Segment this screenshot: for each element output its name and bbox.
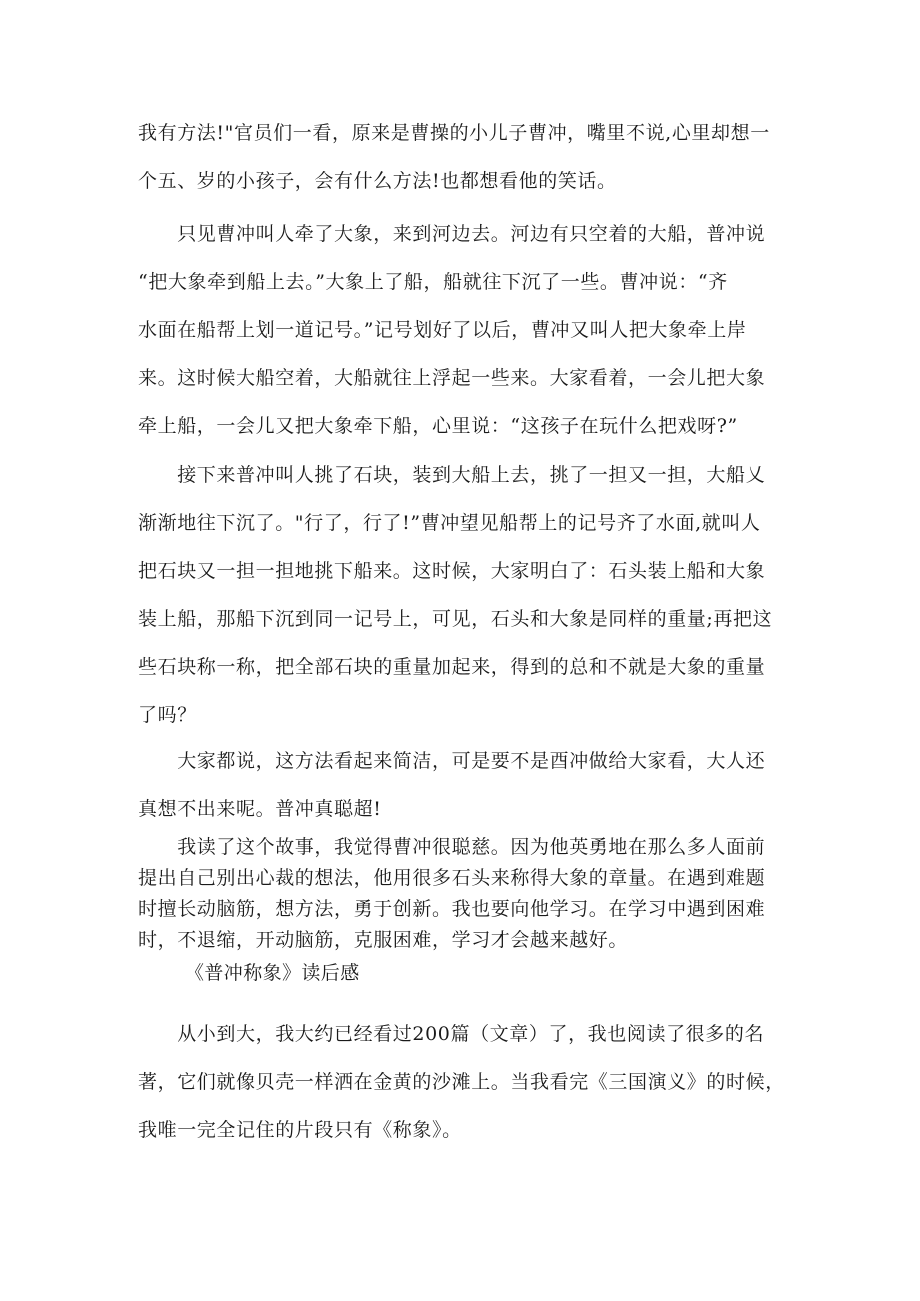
- text-line: 真想不出来呢。普冲真聪超!: [138, 798, 382, 820]
- paragraph-5: [138, 832, 788, 956]
- text-line: 提出自己别出心裁的想法，他用很多石头来称得大象的章量。在遇到难题: [138, 867, 766, 889]
- text-line: 时擅长动脑筋，想方法，勇于创新。我也要向他学习。在学习中遇到困难: [138, 898, 766, 920]
- text-line: 我有方法!"官员们一看，原来是曹操的小儿子曹冲，嘴里不说,心里却想一: [138, 122, 770, 144]
- paragraph-2: [138, 210, 788, 450]
- text-line: 牵上船，一会儿又把大象牵下船，心里说：“这孩子在玩什么把戏呀?”: [138, 415, 738, 437]
- text-line: 接下来普冲叫人挑了石块，装到大船上去，挑了一担又一担，大船乂: [138, 464, 766, 486]
- text-line: 著，它们就像贝壳一样洒在金黄的沙滩上。当我看完《三国演义》的时候，: [138, 1071, 785, 1093]
- text-line: 些石块称一称，把全部石块的重量加起来，得到的总和不就是大象的重量: [138, 656, 766, 678]
- paragraph-4: [138, 737, 788, 833]
- text-line: 个五、岁的小孩子，会有什么方法!也都想看他的笑话。: [138, 170, 617, 192]
- text-line: 来。这时候大船空着，大船就往上浮起一些来。大家看着，一会儿把大象: [138, 367, 766, 389]
- paragraph-1: [138, 109, 788, 205]
- text-line: 从小到大，我大约已经看过200篇（文章）了，我也阅读了很多的名: [138, 1023, 765, 1045]
- paragraph-3: [138, 451, 788, 739]
- paragraph-6: [138, 1010, 788, 1154]
- text-line: 时，不退缩，开动脑筋，克服困难，学习才会越来越好。: [138, 929, 629, 951]
- text-line: 大家都说，这方法看起来简洁，可是要不是酉冲做给大家看，大人还: [138, 750, 766, 772]
- text-line: 把石块又一担一担地挑下船来。这时候，大家明白了：石头装上船和大象: [138, 560, 766, 582]
- text-line: 装上船，那船下沉到同一记号上，可见，石头和大象是同样的重量;再把这: [138, 608, 773, 630]
- text-line: 渐渐地往下沉了。"行了，行了!”曹冲望见船帮上的记号齐了水面,就叫人: [138, 512, 761, 534]
- text-line: “把大象牵到船上去。”大象上了船，船就往下沉了一些。曹冲说：“齐: [138, 271, 728, 293]
- text-line: 只见曹冲叫人牵了大象，来到河边去。河边有只空着的大船，普冲说: [138, 223, 766, 245]
- text-line: 我唯一完全记住的片段只有《称象》。: [138, 1119, 462, 1141]
- text-line: 了吗？: [138, 704, 197, 726]
- essay-title: 《普冲称象》读后感: [185, 962, 360, 984]
- text-line: 水面在船帮上划一道记号。”记号划好了以后，曹冲又叫人把大象牵上岸: [138, 319, 747, 341]
- text-line: 我读了这个故事，我觉得曹冲很聪慈。因为他英勇地在那么多人面前: [138, 836, 766, 858]
